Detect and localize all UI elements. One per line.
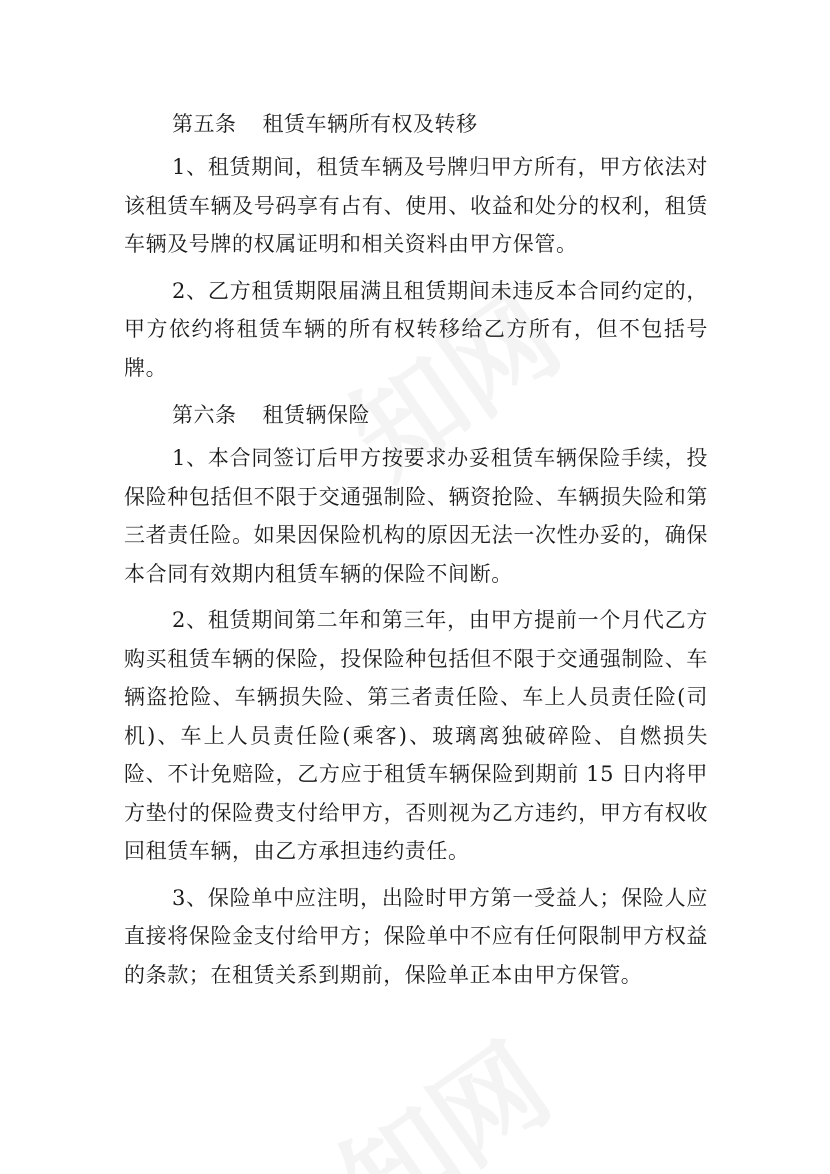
- watermark: [305, 1001, 576, 1174]
- article-number: 第六条: [172, 403, 237, 427]
- article-title: 租赁车辆所有权及转移: [262, 112, 478, 136]
- section-heading-article-5: [124, 104, 708, 144]
- document-body: [124, 104, 708, 1002]
- section-heading-article-6: [124, 395, 708, 435]
- paragraph: 3、保险单中应注明，出险时甲方第一受益人；保险人应直接将保险金支付给甲方；保险单中不应有任何限制甲方权益的条款；在租赁关系到期前，保险单正本由甲方保管。: [124, 885, 708, 987]
- paragraph: 1、租赁期间，租赁车辆及号牌归甲方所有，甲方依法对该租赁车辆及号码享有占有、使用、收益和处分的权利，租赁车辆及号牌的权属证明和相关资料由甲方保管。: [124, 155, 708, 256]
- article-title: 租赁辆保险: [262, 403, 370, 427]
- paragraph: 2、租赁期间第二年和第三年，由甲方提前一个月代乙方购买租赁车辆的保险，投保险种包括但不限于交通强制险、车辆盗抢险、车辆损失险、第三者责任险、车上人员责任险(司机)、车上人员责任险(乘客)、玻璃离独破碎险、自燃损失险、不计免赔险，乙方应于租赁车辆保险到期前 15 日内将甲方垫付的保险费支付给甲方，否则视为乙方违约，甲方有权收回租赁车辆，由乙方承担违约责任。: [124, 608, 708, 863]
- paragraph: 1、本合同签订后甲方按要求办妥租赁车辆保险手续，投保险种包括但不限于交通强制险、辆资抢险、车辆损失险和第三者责任险。如果因保险机构的原因无法一次性办妥的，确保本合同有效期内租赁车辆的保险不间断。: [124, 446, 708, 586]
- paragraph: 2、乙方租赁期限届满且租赁期间未违反本合同约定的，甲方依约将租赁车辆的所有权转移给乙方所有，但不包括号牌。: [124, 278, 708, 380]
- article-number: 第五条: [172, 112, 237, 136]
